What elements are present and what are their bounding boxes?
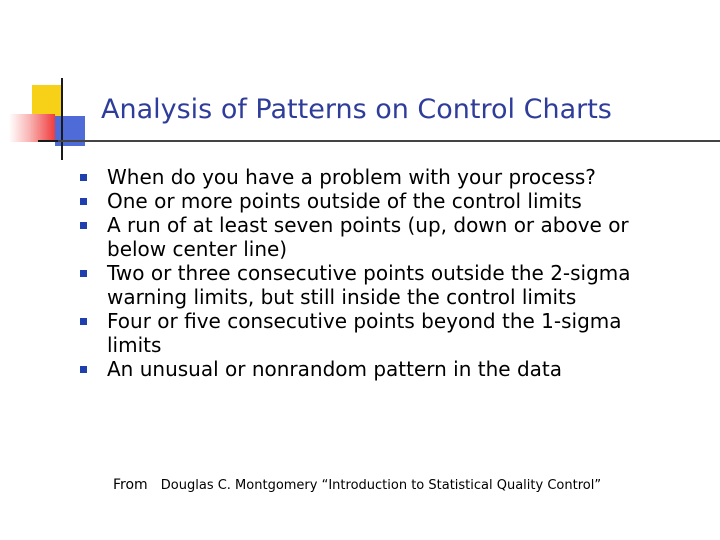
- bullet-list: [80, 165, 680, 381]
- bullet-item: [80, 357, 680, 381]
- logo-vertical-line: [61, 78, 63, 160]
- bullet-square-icon: [80, 318, 87, 325]
- bullet-text: One or more points outside of the control limits: [107, 189, 582, 213]
- bullet-square-icon: [80, 198, 87, 205]
- citation-prefix: From: [113, 477, 148, 493]
- title-divider: [58, 140, 720, 142]
- decorative-logo: [0, 0, 110, 170]
- slide-title: Analysis of Patterns on Control Charts: [101, 94, 612, 125]
- bullet-text: Two or three consecutive points outside the 2-sigma warning limits, but still inside the control limits: [107, 261, 631, 309]
- bullet-square-icon: [80, 270, 87, 277]
- bullet-item: [80, 309, 680, 357]
- logo-red-bar: [9, 114, 55, 142]
- bullet-text: Four or five consecutive points beyond the 1-sigma limits: [107, 309, 622, 357]
- bullet-square-icon: [80, 366, 87, 373]
- source-citation: [113, 474, 601, 493]
- bullet-text: When do you have a problem with your process?: [107, 165, 596, 189]
- bullet-item: [80, 165, 680, 189]
- bullet-text: An unusual or nonrandom pattern in the data: [107, 357, 562, 381]
- bullet-item: [80, 261, 680, 309]
- bullet-square-icon: [80, 174, 87, 181]
- bullet-square-icon: [80, 222, 87, 229]
- citation-text: Douglas C. Montgomery “Introduction to Statistical Quality Control”: [160, 478, 602, 493]
- bullet-text: A run of at least seven points (up, down or above or below center line): [107, 213, 629, 261]
- bullet-item: [80, 213, 680, 261]
- bullet-item: [80, 189, 680, 213]
